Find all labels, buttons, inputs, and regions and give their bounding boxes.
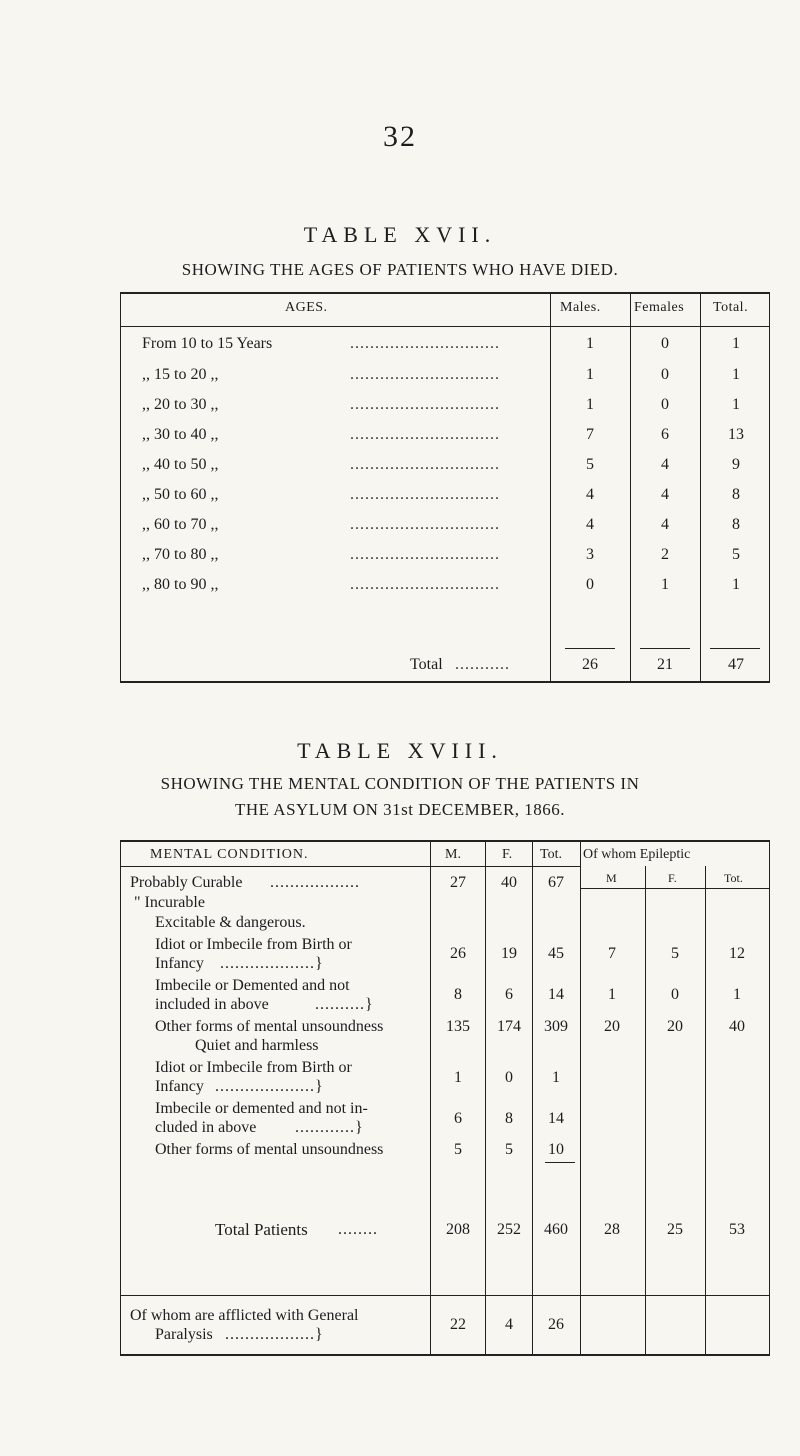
table17-title: TABLE XVII.	[303, 222, 497, 247]
males-value: 4	[586, 516, 594, 533]
value-ep-f: 25	[667, 1221, 683, 1238]
leader-dots: ..........}	[315, 996, 374, 1013]
header-epileptic: Of whom Epileptic	[583, 847, 691, 862]
leader-dots: ..............................	[350, 335, 500, 352]
value-m: 1	[454, 1069, 462, 1086]
row-idiot2-b: Infancy	[155, 1078, 204, 1095]
value-tot: 67	[548, 874, 564, 891]
row-imbecile1-b: included in above	[155, 996, 269, 1013]
value-m: 8	[454, 986, 462, 1003]
table17-subtitle: SHOWING THE AGES OF PATIENTS WHO HAVE DIED.	[181, 260, 619, 279]
row-imbecile2-a: Imbecile or demented and not in-	[155, 1100, 368, 1117]
sum-rule	[545, 1162, 575, 1163]
rule-left	[120, 292, 121, 682]
age-row-label: ,, 30 to 40 ,,	[142, 426, 219, 443]
value-ep-tot: 12	[729, 945, 745, 962]
leader-dots: ..............................	[350, 486, 500, 503]
rule-col-m	[430, 840, 431, 1355]
value-tot: 26	[548, 1316, 564, 1333]
row-imbecile2-b: cluded in above	[155, 1119, 257, 1136]
value-m: 27	[450, 874, 466, 891]
value-f: 252	[497, 1221, 521, 1238]
header-tot: Tot.	[540, 847, 562, 862]
value-ep-m: 1	[608, 986, 616, 1003]
leader-dots: ....................}	[215, 1078, 324, 1095]
total-value: 8	[732, 486, 740, 503]
value-f: 40	[501, 874, 517, 891]
leader-dots: ..................	[270, 874, 360, 891]
leader-dots: ..............................	[350, 456, 500, 473]
value-ep-tot: 1	[733, 986, 741, 1003]
females-value: 4	[661, 516, 669, 533]
dash-total	[710, 648, 760, 649]
row-imbecile1-a: Imbecile or Demented and not	[155, 977, 350, 994]
males-value: 0	[586, 576, 594, 593]
value-tot: 14	[548, 986, 564, 1003]
row-gp-a: Of whom are afflicted with General	[130, 1307, 359, 1324]
leader-dots: ..............................	[350, 426, 500, 443]
rule-col-males	[550, 292, 551, 682]
total-row-males: 26	[582, 656, 598, 673]
males-value: 1	[586, 366, 594, 383]
value-tot: 45	[548, 945, 564, 962]
females-value: 1	[661, 576, 669, 593]
header-f: F.	[502, 847, 513, 862]
value-m: 5	[454, 1141, 462, 1158]
rule-header	[120, 326, 770, 327]
dash-males	[565, 648, 615, 649]
total-value: 1	[732, 366, 740, 383]
rule-left	[120, 840, 121, 1355]
total-value: 5	[732, 546, 740, 563]
value-tot: 1	[552, 1069, 560, 1086]
value-m: 6	[454, 1110, 462, 1127]
age-row-label: ,, 80 to 90 ,,	[142, 576, 219, 593]
header-condition: MENTAL CONDITION.	[150, 847, 309, 862]
header-total: Total.	[713, 300, 749, 315]
leader-dots: ...........	[455, 656, 510, 673]
row-idiot1-b: Infancy	[155, 955, 204, 972]
table18-subtitle-line2: THE ASYLUM ON 31st DECEMBER, 1866.	[234, 800, 566, 819]
rule-ep-header	[580, 888, 770, 889]
value-f: 6	[505, 986, 513, 1003]
value-f: 174	[497, 1018, 521, 1035]
value-f: 5	[505, 1141, 513, 1158]
row-quiet: Quiet and harmless	[195, 1037, 319, 1054]
table18	[120, 840, 770, 1400]
leader-dots: ............}	[295, 1119, 364, 1136]
row-total-patients: Total Patients	[215, 1220, 308, 1239]
rule-right	[769, 840, 770, 1355]
males-value: 4	[586, 486, 594, 503]
age-row-label: ,, 60 to 70 ,,	[142, 516, 219, 533]
value-f: 4	[505, 1316, 513, 1333]
females-value: 0	[661, 396, 669, 413]
age-row-label: ,, 50 to 60 ,,	[142, 486, 219, 503]
total-value: 13	[728, 426, 744, 443]
value-tot: 460	[544, 1221, 568, 1238]
leader-dots: ...................}	[220, 955, 324, 972]
rule-col-ep-f	[645, 866, 646, 1355]
total-value: 1	[732, 576, 740, 593]
row-probably-curable: Probably Curable	[130, 874, 243, 891]
value-ep-m: 28	[604, 1221, 620, 1238]
row-idiot1-a: Idiot or Imbecile from Birth or	[155, 936, 352, 953]
row-gp-b: Paralysis	[155, 1326, 213, 1343]
leader-dots: ..............................	[350, 396, 500, 413]
age-row-label: ,, 70 to 80 ,,	[142, 546, 219, 563]
leader-dots: ..............................	[350, 576, 500, 593]
rule-col-females	[630, 292, 631, 682]
females-value: 4	[661, 486, 669, 503]
value-ep-m: 7	[608, 945, 616, 962]
header-ages: AGES.	[285, 300, 328, 315]
value-ep-tot: 53	[729, 1221, 745, 1238]
males-value: 7	[586, 426, 594, 443]
value-m: 208	[446, 1221, 470, 1238]
rule-bottom	[120, 1354, 770, 1356]
rule-top	[120, 292, 770, 294]
header-ep-tot: Tot.	[724, 871, 743, 885]
header-ep-m: M	[606, 871, 617, 885]
page-number: 32	[383, 120, 417, 153]
header-ep-f: F.	[668, 871, 677, 885]
value-m: 22	[450, 1316, 466, 1333]
rule-col-f	[485, 840, 486, 1355]
table18-subtitle-line1: SHOWING THE MENTAL CONDITION OF THE PATIENTS IN	[160, 774, 640, 793]
value-ep-f: 20	[667, 1018, 683, 1035]
males-value: 1	[586, 396, 594, 413]
total-row-total: 47	[728, 656, 744, 673]
table17	[120, 292, 770, 682]
rule-col-tot	[532, 840, 533, 1355]
leader-dots: ..............................	[350, 546, 500, 563]
age-row-label: From 10 to 15 Years	[142, 335, 273, 352]
rule-col-ep-tot	[705, 866, 706, 1355]
leader-dots: ..............................	[350, 366, 500, 383]
value-tot: 309	[544, 1018, 568, 1035]
males-value: 5	[586, 456, 594, 473]
value-f: 0	[505, 1069, 513, 1086]
header-m: M.	[445, 847, 461, 862]
row-incurable: " Incurable	[134, 894, 205, 911]
value-ep-f: 0	[671, 986, 679, 1003]
value-ep-m: 20	[604, 1018, 620, 1035]
value-f: 8	[505, 1110, 513, 1127]
rule-col-total	[700, 292, 701, 682]
total-value: 9	[732, 456, 740, 473]
value-tot: 14	[548, 1110, 564, 1127]
rule-right	[769, 292, 770, 682]
table18-title: TABLE XVIII.	[297, 738, 503, 763]
females-value: 4	[661, 456, 669, 473]
value-ep-f: 5	[671, 945, 679, 962]
value-m: 135	[446, 1018, 470, 1035]
leader-dots: ..............................	[350, 516, 500, 533]
rule-header	[120, 866, 580, 867]
row-idiot2-a: Idiot or Imbecile from Birth or	[155, 1059, 352, 1076]
value-tot: 10	[548, 1141, 564, 1158]
age-row-label: ,, 15 to 20 ,,	[142, 366, 219, 383]
header-males: Males.	[560, 300, 601, 315]
age-row-label: ,, 20 to 30 ,,	[142, 396, 219, 413]
row-excitable: Excitable & dangerous.	[155, 914, 306, 931]
row-other1: Other forms of mental unsoundness	[155, 1018, 384, 1035]
header-females: Females	[634, 300, 685, 315]
total-row-females: 21	[657, 656, 673, 673]
age-row-label: ,, 40 to 50 ,,	[142, 456, 219, 473]
value-m: 26	[450, 945, 466, 962]
females-value: 0	[661, 335, 669, 352]
rule-col-ep	[580, 840, 581, 1355]
females-value: 2	[661, 546, 669, 563]
males-value: 3	[586, 546, 594, 563]
row-other2: Other forms of mental unsoundness	[155, 1141, 384, 1158]
value-ep-tot: 40	[729, 1018, 745, 1035]
males-value: 1	[586, 335, 594, 352]
total-value: 8	[732, 516, 740, 533]
rule-bottom	[120, 681, 770, 683]
leader-dots: ..................}	[225, 1326, 324, 1343]
rule-total	[120, 1295, 770, 1296]
total-row-label: Total	[410, 656, 443, 673]
total-value: 1	[732, 396, 740, 413]
value-f: 19	[501, 945, 517, 962]
females-value: 6	[661, 426, 669, 443]
total-value: 1	[732, 335, 740, 352]
females-value: 0	[661, 366, 669, 383]
dash-females	[640, 648, 690, 649]
leader-dots: ........	[338, 1221, 378, 1238]
rule-top	[120, 840, 770, 842]
